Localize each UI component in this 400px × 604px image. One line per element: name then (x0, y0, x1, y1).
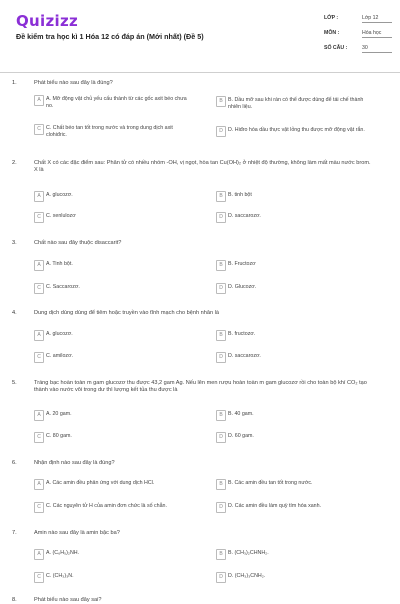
option-text: B. tinh bột (228, 192, 252, 198)
meta-count-value: 30 (362, 45, 392, 53)
option-letter-box: D (216, 572, 226, 583)
option-text: C. amilozơ. (46, 353, 74, 359)
question-text: Tráng bạc hoàn toàn m gam glucozơ thu được 43,2 gam Ag. Nếu lên men rượu hoàn toàn m gam glucozơ rồi cho toàn bộ khí CO₂ tạo thành vào nước vôi trong dư thì lượng kết tủa thu được là (34, 380, 367, 394)
option-letter-box: A (34, 95, 44, 106)
option-text: D. saccarozơ. (228, 353, 261, 359)
option-text: D. saccarozơ. (228, 213, 261, 219)
meta-subject (324, 30, 392, 40)
option-text: D. Glucozơ. (228, 284, 257, 290)
option-text: D. Các amin đều làm quỳ tím hóa xanh. (228, 503, 322, 509)
meta-grade-value: Lớp 12 (362, 15, 392, 23)
option-letter-box: B (216, 260, 226, 271)
option-letter-box: D (216, 352, 226, 363)
option-letter-box: D (216, 212, 226, 223)
option-text: C. 80 gam. (46, 433, 72, 439)
option-text: A. 20 gam. (46, 411, 72, 417)
question-number: 2. (12, 160, 17, 166)
option-letter-box: A (34, 479, 44, 490)
option-text: B. Các amin đều tan tốt trong nước. (228, 480, 313, 486)
question-text: Chất nào sau đây thuộc disaccarit? (34, 240, 122, 246)
option-letter-box: B (216, 96, 226, 107)
question-number: 8. (12, 597, 17, 603)
header-divider (0, 72, 400, 73)
question-text: Phát biểu nào sau đây là đúng? (34, 80, 113, 86)
option-letter-box: B (216, 191, 226, 202)
option-letter-box: A (34, 191, 44, 202)
option-letter-box: C (34, 124, 44, 135)
option-text: A. (C₆H₅)₂NH. (46, 550, 80, 556)
option-letter-box: B (216, 410, 226, 421)
document-header (0, 0, 400, 72)
option-letter-box: C (34, 502, 44, 513)
option-text: B. fructozơ. (228, 331, 256, 337)
option-letter-box: D (216, 432, 226, 443)
option-text: A. glucozơ. (46, 192, 73, 198)
meta-subject-label: MÔN : (324, 30, 340, 36)
question-text: Dung dịch dùng dùng để tiêm hoặc truyền vào tĩnh mạch cho bệnh nhân là (34, 310, 220, 316)
option-text: A. glucozơ. (46, 331, 73, 337)
option-letter-box: C (34, 212, 44, 223)
meta-grade (324, 15, 392, 25)
question-number: 3. (12, 240, 17, 246)
question-number: 5. (12, 380, 17, 386)
meta-grade-label: LỚP : (324, 15, 339, 21)
option-letter-box: A (34, 410, 44, 421)
option-letter-box: C (34, 572, 44, 583)
option-letter-box: C (34, 283, 44, 294)
option-text: D. 60 gam. (228, 433, 254, 439)
option-letter-box: A (34, 549, 44, 560)
quizizz-logo: Quizizz (16, 12, 79, 30)
question-text: Phát biểu nào sau đây sai? (34, 597, 102, 603)
meta-count (324, 45, 392, 55)
option-text: B. Dầu mỡ sau khi rán có thể được dùng để tái chế thành nhiên liệu. (228, 97, 364, 110)
option-text: A. Tinh bột. (46, 261, 73, 267)
option-text: C. Chất béo tan tốt trong nước và trong dung dịch axit clohiđric. (46, 125, 173, 138)
option-letter-box: C (34, 432, 44, 443)
option-letter-box: D (216, 502, 226, 513)
document-title: Đề kiểm tra học kì 1 Hóa 12 có đáp án (Mới nhất) (Đề 5) (16, 32, 204, 41)
option-letter-box: D (216, 283, 226, 294)
option-text: C. (CH₃)₃N. (46, 573, 74, 579)
question-text: Chất X có các đặc điểm sau: Phân tử có nhiều nhóm -OH, vị ngọt, hòa tan Cu(OH)₂ ở nhiệt độ thường, không làm mất màu nước brom. X là (34, 160, 371, 174)
option-text: A. Mỡ động vật chủ yếu cấu thành từ các gốc axit béo chưa no. (46, 96, 187, 109)
option-text: B. Fructozơ (228, 261, 256, 267)
option-text: A. Các amin đều phản ứng với dung dịch HCl. (46, 480, 155, 486)
option-letter-box: D (216, 126, 226, 137)
option-text: B. 40 gam. (228, 411, 254, 417)
option-text: D. Hiđro hóa dầu thực vật lỏng thu được mỡ động vật rắn. (228, 127, 365, 133)
question-number: 4. (12, 310, 17, 316)
option-letter-box: B (216, 549, 226, 560)
option-letter-box: A (34, 330, 44, 341)
option-letter-box: B (216, 330, 226, 341)
option-text: C. Các nguyên tử H của amin đơn chức là số chẵn. (46, 503, 167, 509)
meta-subject-value: Hóa học (362, 30, 392, 38)
question-number: 7. (12, 530, 17, 536)
option-letter-box: B (216, 479, 226, 490)
question-number: 6. (12, 460, 17, 466)
question-number: 1. (12, 80, 17, 86)
option-letter-box: C (34, 352, 44, 363)
option-text: C. xenlulozơ (46, 213, 76, 219)
meta-count-label: SỐ CÂU : (324, 45, 348, 51)
option-letter-box: A (34, 260, 44, 271)
option-text: B. (CH₃)₂CHNH₂. (228, 550, 269, 556)
question-text: Nhận định nào sau đây là đúng? (34, 460, 115, 466)
question-text: Amin nào sau đây là amin bậc ba? (34, 530, 120, 536)
option-text: D. (CH₃)₃CNH₂. (228, 573, 266, 579)
option-text: C. Saccarozơ. (46, 284, 80, 290)
